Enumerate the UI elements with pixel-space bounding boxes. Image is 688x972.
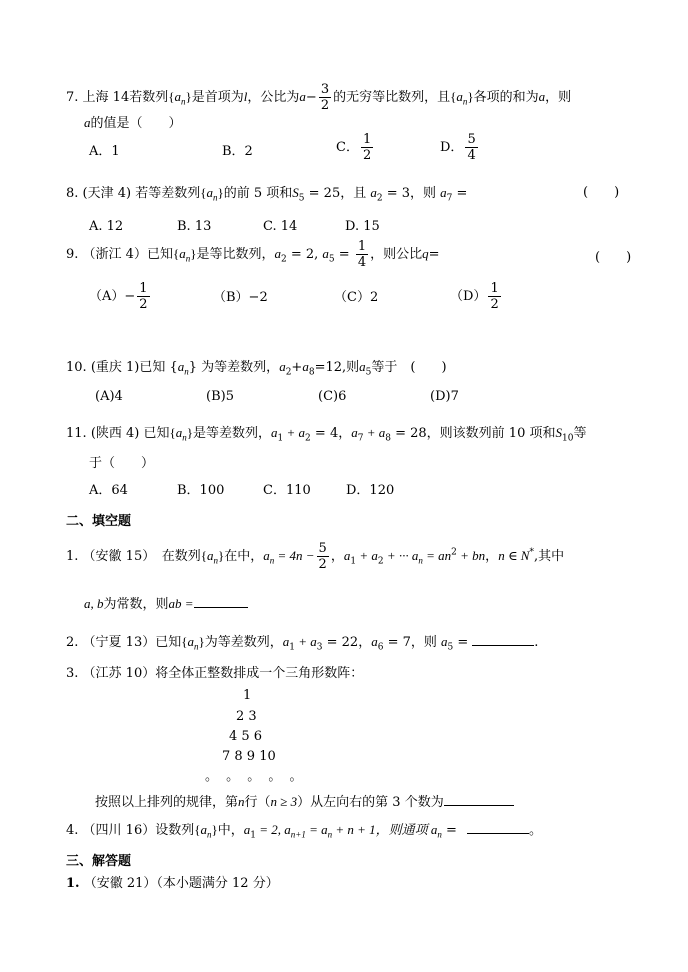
var-a: a (538, 89, 546, 104)
triangle-row-2: 2 3 (236, 709, 257, 724)
q8-text: = (452, 186, 468, 201)
seq-brace: } (185, 89, 192, 104)
seq-a: a (187, 634, 194, 649)
sub: 7 (446, 193, 453, 204)
seq-brace: } (467, 89, 474, 104)
option-label: （D） (450, 289, 487, 304)
var-a: + a (283, 425, 306, 440)
sub: 8 (308, 367, 315, 378)
q10-option-a: (A)4 (95, 389, 123, 404)
q11-option-b: B．100 (177, 483, 225, 498)
f2-expr: + a (294, 634, 317, 649)
f4-text: 。 (528, 823, 542, 838)
denominator: 2 (362, 148, 372, 163)
s1-line (66, 877, 279, 890)
f1-text: 为常数，则 (103, 597, 169, 612)
q11-number: 11. (66, 426, 87, 441)
numerator: 1 (357, 239, 367, 254)
var-a: a (302, 359, 309, 374)
option-label: D． (440, 140, 464, 155)
q9-number: 9. (66, 247, 79, 262)
sub: 10 (561, 433, 574, 444)
sub: 2 (280, 254, 287, 265)
var-a: a (274, 246, 281, 261)
q9-answer-paren: ( ) (595, 250, 632, 265)
var-a: a (84, 115, 91, 130)
q10-text: 等于 ( ) (371, 360, 447, 375)
var-a: a (441, 634, 448, 649)
option-label: C． (336, 140, 359, 155)
numerator: 5 (318, 541, 327, 556)
numerator: 3 (320, 82, 330, 97)
q7-number: 7. (66, 90, 79, 105)
f3-answer-blank[interactable] (444, 793, 514, 806)
f1-expr: = 4n − (274, 548, 315, 563)
var-s: S (292, 185, 299, 200)
f2-text: = 22， (322, 635, 372, 650)
q10-number: 10. (66, 360, 87, 375)
sub: 1 (350, 556, 357, 567)
seq-a: a (179, 246, 186, 261)
f2-line1 (66, 633, 538, 653)
sub: 7 (357, 433, 364, 444)
f4-expr: = 2, a (255, 822, 291, 837)
q10-option-d: (D)7 (430, 389, 459, 404)
f1-text: 在中， (224, 549, 264, 564)
numerator: 1 (490, 281, 499, 296)
var-s: S (555, 425, 562, 440)
f1-expr: + ··· a (383, 548, 419, 563)
f3-expr: n ≥ 3 (270, 794, 298, 809)
var-l: l (243, 89, 248, 104)
q9-option-d (450, 282, 503, 311)
f4-answer-blank[interactable] (467, 821, 529, 834)
sub: 6 (377, 642, 384, 653)
var-a: a (430, 822, 438, 837)
seq-sub: n (185, 253, 191, 264)
q10-text: (重庆 1)已知 { (90, 360, 178, 375)
q10-text: } 为等差数列， (188, 360, 280, 375)
q11-text: (陕西 4) 已知 (90, 426, 170, 441)
seq-sub: n (181, 96, 186, 107)
q8-text: 的前 5 项和 (223, 186, 293, 201)
var-a: a (177, 359, 185, 374)
f1-text: （安徽 15） 在数列 (82, 549, 201, 564)
sub: 2 (305, 433, 311, 444)
var-a: a (299, 89, 306, 104)
seq-brace: { (168, 89, 175, 104)
f4-line1 (66, 821, 542, 841)
q9-text: （浙江 4）已知 (82, 247, 173, 262)
q9-text: = (428, 247, 440, 262)
f1-expr: n ∈ N (498, 548, 530, 563)
f1-answer-blank[interactable] (194, 595, 248, 608)
f3-text: 行（ (244, 795, 271, 810)
var-a: a (371, 634, 378, 649)
var-a: a (322, 246, 329, 261)
denominator: 2 (320, 98, 330, 113)
q11-option-d: D．120 (346, 483, 395, 498)
q11-line2: 于（ ） (89, 456, 155, 471)
seq-brace: } (217, 185, 224, 200)
sub: 1 (277, 433, 284, 444)
q11-text: 是等差数列， (193, 426, 272, 441)
sub: n+1 (290, 829, 306, 840)
sub: 5 (298, 193, 305, 204)
plus: + (291, 360, 303, 375)
q10-option-c: (C)6 (318, 389, 347, 404)
f1-expr: a, b (84, 596, 104, 611)
q8-option-d: D. 15 (345, 219, 380, 234)
seq-brace: { (194, 822, 201, 837)
triangle-row-ellipsis: 。 。 。 。 。 (205, 769, 305, 784)
var-q: q (422, 246, 429, 261)
seq-brace: } (186, 425, 194, 440)
seq-brace: { (200, 185, 207, 200)
triangle-row-1: 1 (243, 688, 252, 703)
triangle-row-4: 7 8 9 10 (222, 749, 276, 764)
f1-number: 1. (66, 549, 79, 564)
numerator: 1 (139, 281, 148, 296)
q7-text: 各项的和为 (473, 90, 539, 105)
f2-number: 2. (66, 635, 79, 650)
fraction (488, 282, 500, 311)
var-a: + a (363, 425, 386, 440)
var-a: a (440, 185, 447, 200)
seq-sub: n (212, 192, 218, 203)
q7-option-c (336, 133, 375, 162)
q7-text: 若数列 (129, 90, 169, 105)
f3-text: （江苏 10）将全体正整数排成一个三角形数阵： (82, 666, 364, 681)
f2-text: 为等差数列， (204, 635, 283, 650)
sub: n (269, 555, 275, 566)
triangle-row-3: 4 5 6 (229, 729, 263, 744)
q9-text: = 2, (286, 247, 323, 262)
s1-number: 1. (66, 876, 80, 891)
var-a: a (271, 425, 278, 440)
option-label: （A）− (89, 289, 136, 304)
var-a: a (359, 359, 366, 374)
seq-brace: } (211, 822, 218, 837)
f1-line2 (84, 595, 248, 611)
sup: * (529, 547, 534, 558)
fraction (465, 133, 477, 162)
var-a: a (370, 185, 377, 200)
sub: 2 (285, 367, 292, 378)
f4-expr: + n + 1，则通项 (332, 822, 431, 837)
seq-sub: n (213, 555, 218, 566)
f1-expr: = (181, 596, 194, 611)
f2-text: . (534, 635, 539, 650)
denominator: 4 (467, 148, 476, 163)
q8-answer-paren: ( ) (583, 185, 620, 200)
seq-brace: { (450, 89, 457, 104)
sub: 5 (365, 367, 372, 378)
seq-brace: { (181, 634, 188, 649)
q8-text: (天津 4) 若等差数列 (82, 186, 201, 201)
f2-text: = 7，则 (383, 635, 441, 650)
f4-expr: = a (305, 822, 328, 837)
f1-expr: + a (356, 548, 378, 563)
sub: 5 (328, 254, 335, 265)
f1-expr: + bn (456, 548, 486, 563)
f3-number: 3. (66, 666, 79, 681)
seq-sub: n (206, 829, 212, 840)
numerator: 1 (362, 132, 372, 147)
q7-source: 上海 14 (82, 90, 130, 105)
q8-number: 8. (66, 186, 79, 201)
f1-text: ,其中 (533, 549, 565, 564)
seq-brace: { (200, 548, 207, 563)
q7-text: 的值是（ ） (90, 116, 182, 131)
q7-option-a: A．1 (89, 144, 120, 159)
f1-line1 (66, 542, 564, 571)
q9-text: = (334, 247, 354, 262)
seq-a: a (456, 89, 463, 104)
f1-expr: = an (422, 548, 452, 563)
seq-brace: { (172, 246, 180, 261)
sub: 2 (376, 193, 383, 204)
q7-text: ，则 (545, 90, 572, 105)
seq-sub: n (462, 96, 468, 107)
q11-line1 (66, 426, 586, 444)
q9-line1 (66, 240, 440, 269)
f2-text: = (453, 635, 469, 650)
q8-text: = 25，且 (304, 186, 371, 201)
seq-sub: n (182, 432, 187, 443)
q8-option-c: C. 14 (263, 219, 298, 234)
fraction (317, 542, 329, 571)
var-a: a (351, 425, 358, 440)
q8-option-a: A. 12 (89, 219, 124, 234)
f3-line1 (66, 667, 363, 680)
sub: 3 (316, 642, 323, 653)
q7-text: ，公比为 (247, 90, 300, 105)
sub: n (327, 829, 333, 840)
section-heading-fill-in: 二、填空题 (66, 514, 132, 529)
q8-option-b: B. 13 (177, 219, 212, 234)
f1-text: ， (485, 549, 499, 564)
q8-text: = 3，则 (382, 186, 441, 201)
fraction (137, 282, 149, 311)
var-n: n (238, 794, 245, 809)
sub: 1 (289, 642, 295, 653)
q11-option-c: C．110 (263, 483, 311, 498)
denominator: 4 (357, 255, 367, 270)
f2-text: （宁夏 13）已知 (82, 635, 182, 650)
sub: n (418, 555, 423, 566)
seq-a: a (174, 89, 181, 104)
q9-text: ，则公比 (370, 247, 423, 262)
q9-option-c: （C）2 (334, 290, 379, 305)
f4-text: 中， (217, 823, 244, 838)
f1-text: ， (330, 549, 344, 564)
fraction (356, 240, 368, 269)
seq-brace: } (198, 634, 205, 649)
seq-a: a (206, 185, 213, 200)
f4-number: 4. (66, 823, 79, 838)
seq-a: a (206, 548, 214, 563)
sub: n (437, 829, 442, 840)
s1-text: （安徽 21）（本小题满分 12 分） (83, 876, 279, 891)
denominator: 2 (139, 297, 148, 312)
q8-line1 (66, 186, 467, 204)
sub: 8 (385, 433, 391, 444)
q10-text: =12,则 (314, 360, 360, 375)
var-a: a (343, 548, 351, 563)
section-heading-solve: 三、解答题 (66, 854, 132, 869)
fraction (361, 133, 373, 162)
f4-text: （四川 16）设数列 (82, 823, 195, 838)
minus-sign: − (305, 90, 317, 105)
var-a: a (243, 822, 251, 837)
var-a: a (282, 634, 290, 649)
seq-a: a (200, 822, 207, 837)
seq-brace: } (190, 246, 197, 261)
seq-a: a (175, 425, 183, 440)
sub: 5 (447, 642, 454, 653)
f3-text: 按照以上排列的规律，第 (95, 795, 239, 810)
q9-option-a (89, 282, 152, 311)
seq-sub: n (193, 641, 199, 652)
var-a: a (279, 359, 286, 374)
q11-text: 等 (573, 426, 587, 441)
sub: 2 (377, 556, 384, 567)
q9-option-b: （B）−2 (213, 290, 268, 305)
f4-text: = (441, 823, 457, 838)
denominator: 2 (490, 297, 499, 312)
f2-answer-blank[interactable] (472, 633, 534, 646)
q11-text: = 4， (310, 426, 352, 441)
q11-option-a: A．64 (89, 483, 128, 498)
q7-option-d (440, 133, 480, 162)
sub: 1 (250, 830, 256, 841)
q10-option-b: (B)5 (206, 389, 234, 404)
q7-text: 是首项为 (191, 90, 244, 105)
sub: n (184, 366, 189, 377)
q11-text: = 28，则该数列前 10 项和 (390, 426, 556, 441)
f1-expr: ab (168, 596, 182, 611)
q7-line2 (84, 116, 182, 130)
seq-brace: { (169, 425, 176, 440)
q7-fraction (319, 83, 331, 112)
q7-line1 (66, 83, 571, 112)
q7-text: 的无穷等比数列，且 (333, 90, 451, 105)
f3-line2 (95, 793, 514, 809)
seq-brace: } (217, 548, 225, 563)
q7-option-b: B．2 (222, 144, 253, 159)
var-a: a (263, 548, 270, 563)
denominator: 2 (318, 557, 327, 572)
f3-text: ）从左向右的第 3 个数为 (297, 795, 444, 810)
q10-line1 (66, 360, 447, 378)
numerator: 5 (467, 132, 476, 147)
q9-text: 是等比数列， (196, 247, 275, 262)
sup: 2 (451, 547, 457, 558)
